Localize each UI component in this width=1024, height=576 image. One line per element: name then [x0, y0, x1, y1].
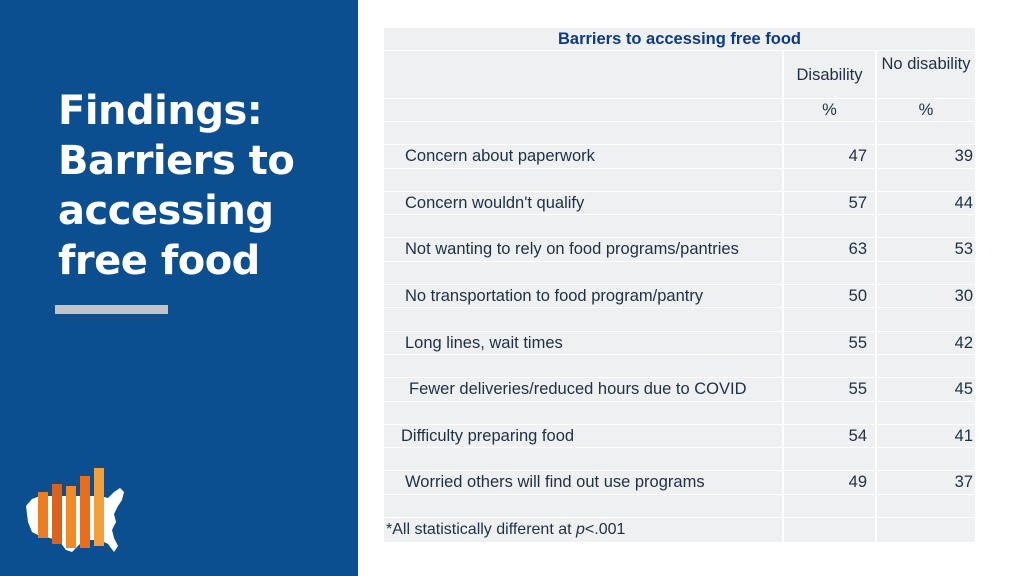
table-row	[384, 192, 975, 215]
row-label: Not wanting to rely on food programs/pantries	[405, 240, 739, 259]
title-panel	[0, 0, 358, 576]
footnote-suffix: <.001	[584, 521, 626, 538]
spacer-row	[384, 448, 975, 471]
bar-chart-us-map-logo-icon	[22, 466, 128, 556]
row-disability-value: 54	[782, 425, 875, 447]
spacer-row	[384, 215, 975, 238]
table-row	[384, 238, 975, 261]
row-disability-value: 50	[782, 285, 875, 307]
row-disability-value: 63	[782, 238, 875, 260]
row-label: Concern about paperwork	[405, 147, 595, 166]
row-disability-value: 47	[782, 145, 875, 167]
column-header-disability: Disability	[782, 51, 875, 99]
row-label: Worried others will find out use programs	[405, 473, 705, 492]
logo-bar	[66, 486, 76, 548]
footnote-prefix: *All statistically different at	[386, 521, 577, 538]
row-disability-value: 55	[782, 332, 875, 354]
spacer-row	[384, 355, 975, 378]
title-line: Findings:	[58, 88, 263, 134]
row-no-disability-value: 30	[875, 285, 975, 307]
footnote-divider	[782, 518, 784, 542]
table-header-row	[384, 51, 975, 99]
row-no-disability-value: 45	[875, 378, 975, 400]
table-row	[384, 471, 975, 494]
row-disability-value: 55	[782, 378, 875, 400]
row-no-disability-value: 39	[875, 145, 975, 167]
slide-title	[58, 86, 338, 286]
row-no-disability-value: 42	[875, 332, 975, 354]
row-disability-value: 49	[782, 471, 875, 493]
spacer-row	[384, 169, 975, 192]
row-no-disability-value: 41	[875, 425, 975, 447]
row-no-disability-value: 44	[875, 192, 975, 214]
logo-bar	[94, 468, 104, 546]
footnote-p-italic: p	[576, 521, 585, 538]
logo-bar	[80, 476, 90, 548]
unit-row	[384, 99, 975, 122]
logo-bar	[38, 492, 48, 538]
footnote	[384, 518, 975, 542]
table-row	[384, 425, 975, 448]
row-no-disability-value: 37	[875, 471, 975, 493]
row-disability-value: 57	[782, 192, 875, 214]
table-title: Barriers to accessing free food	[384, 28, 975, 51]
row-label: Concern wouldn't qualify	[405, 193, 585, 212]
barriers-table	[384, 28, 975, 518]
row-label: Long lines, wait times	[405, 333, 563, 352]
spacer-row	[384, 308, 975, 331]
logo-bar	[52, 484, 62, 544]
title-line: free food	[58, 238, 260, 284]
spacer-row	[384, 495, 975, 518]
footnote-divider	[875, 518, 877, 542]
column-header-no-disability: No disability	[875, 51, 975, 99]
row-label: No transportation to food program/pantry	[405, 287, 704, 306]
table-row	[384, 378, 975, 401]
spacer-row	[384, 402, 975, 425]
spacer-row	[384, 122, 975, 145]
unit-disability: %	[782, 99, 875, 121]
row-label: Fewer deliveries/reduced hours due to COVID	[409, 380, 747, 399]
table-row	[384, 285, 975, 308]
table-row	[384, 145, 975, 168]
title-line: accessing	[58, 188, 274, 234]
row-no-disability-value: 53	[875, 238, 975, 260]
row-label: Difficulty preparing food	[401, 426, 575, 445]
spacer-row	[384, 262, 975, 285]
title-underline-rule	[55, 305, 168, 314]
table-row	[384, 332, 975, 355]
unit-no-disability: %	[875, 99, 975, 121]
title-line: Barriers to	[58, 138, 295, 184]
